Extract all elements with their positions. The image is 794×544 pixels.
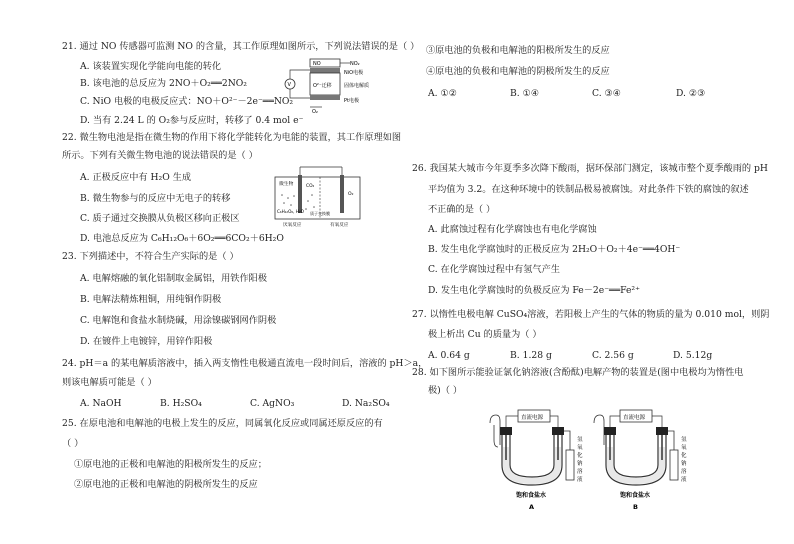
q27-option-b: B. 1.28 g xyxy=(510,350,552,361)
q24-stem-line2: 则该电解质可能是（ ） xyxy=(62,377,157,388)
q23-option-c: C. 电解饱和食盐水制烧碱，用涂镍碳钢网作阴极 xyxy=(80,315,277,326)
q21-option-b: B. 该电池的总反应为 2NO＋O₂══2NO₂ xyxy=(80,78,247,89)
gas-tube-a xyxy=(490,415,500,445)
q28-b-side-4: 钠 xyxy=(681,461,687,467)
q25-stem-line2: （ ） xyxy=(62,438,84,449)
q26-stem-line2: 平均值为 3.2。在这种环境中的铁制品极易被腐蚀。对此条件下铁的腐蚀的叙述 xyxy=(428,184,749,195)
q22-label-aerobic: 有氧反应 xyxy=(330,223,349,228)
q28-apparatus-a xyxy=(486,405,586,515)
q23-stem: 23. 下列描述中，不符合生产实际的是（ ） xyxy=(62,251,239,262)
q21-label-nio: NiO电极 xyxy=(344,70,364,76)
stopper-left-a xyxy=(500,427,512,435)
stopper-left-b xyxy=(604,427,616,435)
nio-electrode xyxy=(310,68,340,73)
q28-label-a: A xyxy=(529,503,535,511)
q25-statement-4: ④原电池的负极和电解池的阴极所发生的反应 xyxy=(426,66,610,77)
q21-label-migration: O²⁻迁移 xyxy=(313,83,332,89)
q22-stem-line2: 所示。下列有关微生物电池的说法错误的是（ ） xyxy=(62,150,258,161)
q26-option-c: C. 在化学腐蚀过程中有氢气产生 xyxy=(428,264,560,275)
q22-stem-line1: 22. 微生物电池是指在微生物的作用下将化学能转化为电能的装置，其工作原理如图 xyxy=(62,132,402,143)
q21-label-no: NO xyxy=(313,61,321,67)
q23-option-a: A. 电解熔融的氧化铝制取金属铝，用铁作阳极 xyxy=(80,273,268,284)
stopper-right-a xyxy=(552,427,564,435)
naoh-tube-b xyxy=(670,450,678,480)
q26-option-a: A. 此腐蚀过程有化学腐蚀也有电化学腐蚀 xyxy=(428,224,597,235)
q25-option-d: D. ②③ xyxy=(676,88,706,99)
q22-label-microbe: 微生物 xyxy=(279,182,294,187)
q21-label-no2: NO₂ xyxy=(350,61,360,67)
q28-stem-line2: 极)（ ） xyxy=(428,385,463,396)
q28-a-side-6: 液 xyxy=(577,477,583,483)
pt-electrode xyxy=(310,95,340,100)
q28-b-side-6: 液 xyxy=(681,477,687,483)
q24-option-a: A. NaOH xyxy=(80,398,122,409)
q28-b-side-2: 氧 xyxy=(681,445,687,451)
q21-label-o2: O₂ xyxy=(312,109,318,115)
q28-apparatus-b xyxy=(590,405,690,515)
q24-option-b: B. H₂SO₄ xyxy=(160,398,202,409)
q26-stem-line3: 不正确的是（ ） xyxy=(428,204,496,215)
q21-option-a: A. 该装置实现化学能向电能的转化 xyxy=(80,61,222,72)
q28-b-side-5: 溶 xyxy=(681,469,687,475)
q24-option-c: C. AgNO₃ xyxy=(250,398,295,409)
anode xyxy=(298,175,302,213)
q24-option-d: D. Na₂SO₄ xyxy=(342,398,390,409)
q21-label-v: V xyxy=(287,82,291,88)
q25-statement-1: ①原电池的正极和电解池的阳极所发生的反应； xyxy=(74,459,267,470)
q22-label-co2: CO₂ xyxy=(306,184,315,189)
q28-label-b: B xyxy=(633,503,638,511)
q28-a-side-4: 钠 xyxy=(577,461,583,467)
q27-stem-line2: 极上析出 Cu 的质量为（ ） xyxy=(428,329,542,340)
q22-option-a: A. 正极反应中有 H₂O 生成 xyxy=(80,172,192,183)
q27-option-c: C. 2.56 g xyxy=(592,350,634,361)
q28-b-side-3: 化 xyxy=(681,453,687,459)
q28-b-side-1: 氢 xyxy=(681,437,687,443)
q22-label-glucose: C₆H₁₂O₆, H₂O xyxy=(277,209,304,214)
naoh-tube-a xyxy=(566,450,574,480)
q25-option-c: C. ③④ xyxy=(592,88,622,99)
q27-stem-line1: 27. 以惰性电极电解 CuSO₄溶液，若阳极上产生的气体的物质的量为 0.010 mol，则阴 xyxy=(412,309,770,320)
gas-tube-b xyxy=(594,415,604,445)
q27-option-d: D. 5.12g xyxy=(673,350,713,361)
q26-option-b: B. 发生电化学腐蚀时的正极反应为 2H₂O＋O₂＋4e⁻══4OH⁻ xyxy=(428,244,681,255)
q22-option-c: C. 质子通过交换膜从负极区移向正极区 xyxy=(80,213,240,224)
q28-a-side-1: 氢 xyxy=(577,437,583,443)
q28-b-salt-label: 饱和食盐水 xyxy=(620,492,651,499)
q22-label-membrane: 质子交换膜 xyxy=(310,211,330,216)
q28-stem-line1: 28. 如下图所示能验证氯化钠溶液(含酚酞)电解产物的装置是(图中电极均为惰性电 xyxy=(412,367,744,378)
q25-option-b: B. ①④ xyxy=(510,88,540,99)
q21-stem: 21. 通过 NO 传感器可监测 NO 的含量，其工作原理如图所示，下列说法错误的是（ ） xyxy=(62,41,420,52)
q23-option-d: D. 在镀件上电镀锌，用锌作阳极 xyxy=(80,336,213,347)
q28-a-power-label: 直流电源 xyxy=(521,415,544,421)
q22-option-b: B. 微生物参与的反应中无电子的转移 xyxy=(80,193,231,204)
q23-option-b: B. 电解法精炼粗铜，用纯铜作阴极 xyxy=(80,294,222,305)
q26-stem-line1: 26. 我国某大城市今年夏季多次降下酸雨，据环保部门测定，该城市整个夏季酸雨的 pH xyxy=(412,163,768,174)
q28-a-side-2: 氧 xyxy=(577,445,583,451)
q28-a-salt-label: 饱和食盐水 xyxy=(516,492,547,499)
q28-b-power-label: 直流电源 xyxy=(623,415,646,421)
q25-stem-line1: 25. 在原电池和电解池的电极上发生的反应，同属氧化反应或同属还原反应的有 xyxy=(62,418,383,429)
q21-option-d: D. 当有 2.24 L 的 O₂参与反应时，转移了 0.4 mol e⁻ xyxy=(80,115,304,126)
q25-option-a: A. ①② xyxy=(428,88,457,99)
q24-stem-line1: 24. pH＝a 的某电解质溶液中，插入两支惰性电极通直流电一段时间后，溶液的 pH＞a， xyxy=(62,358,428,369)
q26-option-d: D. 发生电化学腐蚀时的负极反应为 Fe－2e⁻══Fe²⁺ xyxy=(428,285,640,296)
q27-option-a: A. 0.64 g xyxy=(428,350,470,361)
stopper-right-b xyxy=(656,427,668,435)
q28-a-side-3: 化 xyxy=(577,453,583,459)
q21-label-solid: 固体电解质 xyxy=(344,83,370,89)
q25-statement-2: ②原电池的正极和电解池的阴极所发生的反应 xyxy=(74,479,258,490)
q21-label-pt: Pt电极 xyxy=(344,98,359,104)
q22-microbial-cell-diagram xyxy=(270,165,370,235)
q22-label-o2: O₂ xyxy=(348,192,354,197)
q21-no-sensor-diagram xyxy=(276,54,386,124)
q22-option-d: D. 电池总反应为 C₆H₁₂O₆＋6O₂══6CO₂＋6H₂O xyxy=(80,233,284,244)
q25-statement-3: ③原电池的负极和电解池的阳极所发生的反应 xyxy=(426,45,610,56)
q28-a-side-5: 溶 xyxy=(577,469,583,475)
q22-label-anaerobic: 厌氧反应 xyxy=(283,223,302,228)
cathode xyxy=(340,175,344,213)
q21-option-c: C. NiO 电极的电极反应式：NO＋O²⁻－2e⁻══NO₂ xyxy=(80,96,294,107)
